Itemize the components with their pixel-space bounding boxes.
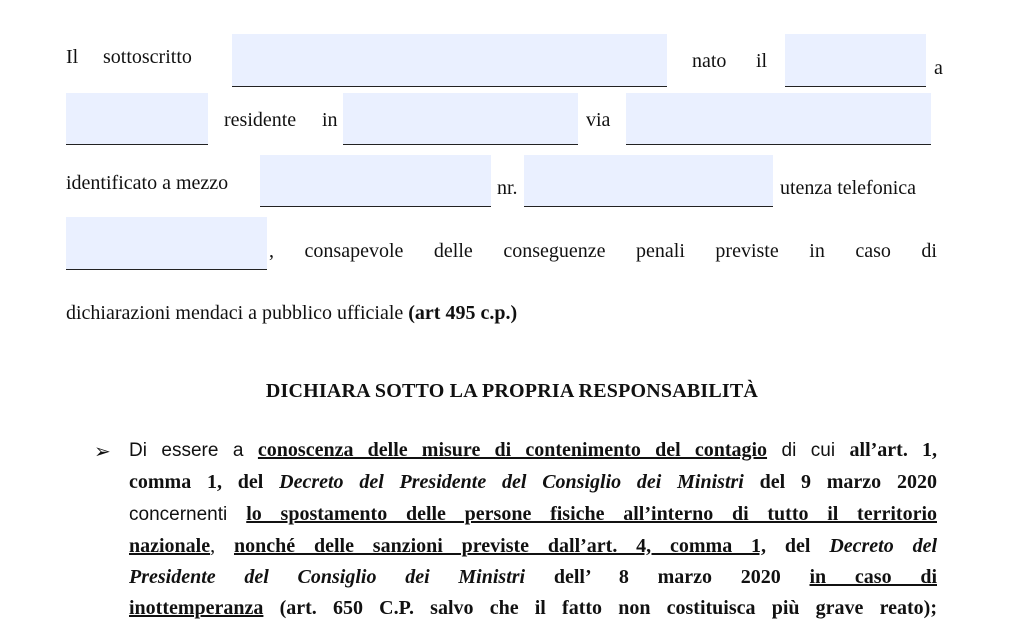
bullet-line-6	[129, 598, 937, 618]
bl4-e: Decreto del	[829, 535, 938, 557]
arrow-bullet-icon: ➢	[94, 439, 111, 463]
phone-field[interactable]	[66, 217, 267, 270]
birth-date-field[interactable]	[785, 34, 926, 87]
label-residente: residente	[224, 109, 297, 131]
label-utenza-telefonica: utenza telefonica	[780, 177, 917, 199]
bl3-a: concernenti	[129, 504, 247, 525]
bl2-a: comma 1, del	[129, 471, 280, 493]
bl4-b: ,	[210, 535, 234, 557]
bl4-d: del	[766, 535, 830, 557]
consapevole-text: , consapevole delle conseguenze penali previste in caso di	[269, 240, 937, 262]
label-il: Il	[66, 46, 79, 68]
bl1-b: conoscenza delle misure di contenimento del contagio	[257, 439, 768, 461]
bl2-b: Decreto del Presidente del Consiglio dei Ministri	[279, 471, 744, 493]
bullet-line-4	[129, 536, 937, 556]
label-a: a	[934, 57, 943, 79]
label-sottoscritto: sottoscritto	[103, 46, 192, 68]
declaration-heading: DICHIARA SOTTO LA PROPRIA RESPONSABILITÀ	[265, 380, 759, 402]
label-identificato: identificato a mezzo	[66, 172, 229, 194]
bl4-c: nonché delle sanzioni previste dall’art. 4, comma 1,	[233, 535, 767, 557]
bl5-c: in caso di	[809, 566, 937, 588]
bullet-line-2	[129, 472, 937, 492]
label-nato: nato	[692, 50, 727, 72]
bl6-a: inottemperanza	[129, 597, 264, 619]
bl5-b: dell’ 8 marzo 2020	[525, 566, 810, 588]
label-il-2: il	[756, 50, 768, 72]
bullet-line-1	[129, 440, 937, 460]
document-number-field[interactable]	[524, 155, 773, 207]
birth-place-field[interactable]	[66, 93, 208, 145]
residence-city-field[interactable]	[343, 93, 578, 145]
bullet-line-3	[129, 504, 937, 524]
bl3-b: lo spostamento delle persone fisiche all’interno di tutto il territorio	[246, 503, 937, 525]
bl1-d: all’art. 1,	[849, 439, 938, 461]
label-via: via	[586, 109, 611, 131]
name-field[interactable]	[232, 34, 667, 87]
bullet-line-5	[129, 567, 937, 587]
bl1-a: Di essere a	[129, 440, 258, 461]
bl5-a: Presidente del Consiglio dei Ministri	[129, 566, 526, 588]
street-field[interactable]	[626, 93, 931, 145]
dichiarazioni-label: dichiarazioni mendaci a pubblico ufficiale	[66, 302, 404, 324]
id-document-field[interactable]	[260, 155, 491, 207]
bl2-c: del 9 marzo 2020	[743, 471, 937, 493]
bl1-c: di cui	[767, 440, 850, 461]
label-in: in	[322, 109, 338, 131]
bl4-a: nazionale	[129, 535, 211, 557]
dichiarazioni-text	[66, 303, 517, 323]
bl6-b: (art. 650 C.P. salvo che il fatto non costituisca più grave reato);	[263, 597, 937, 619]
art-495-ref: (art 495 c.p.)	[408, 302, 518, 324]
label-nr: nr.	[497, 177, 518, 199]
